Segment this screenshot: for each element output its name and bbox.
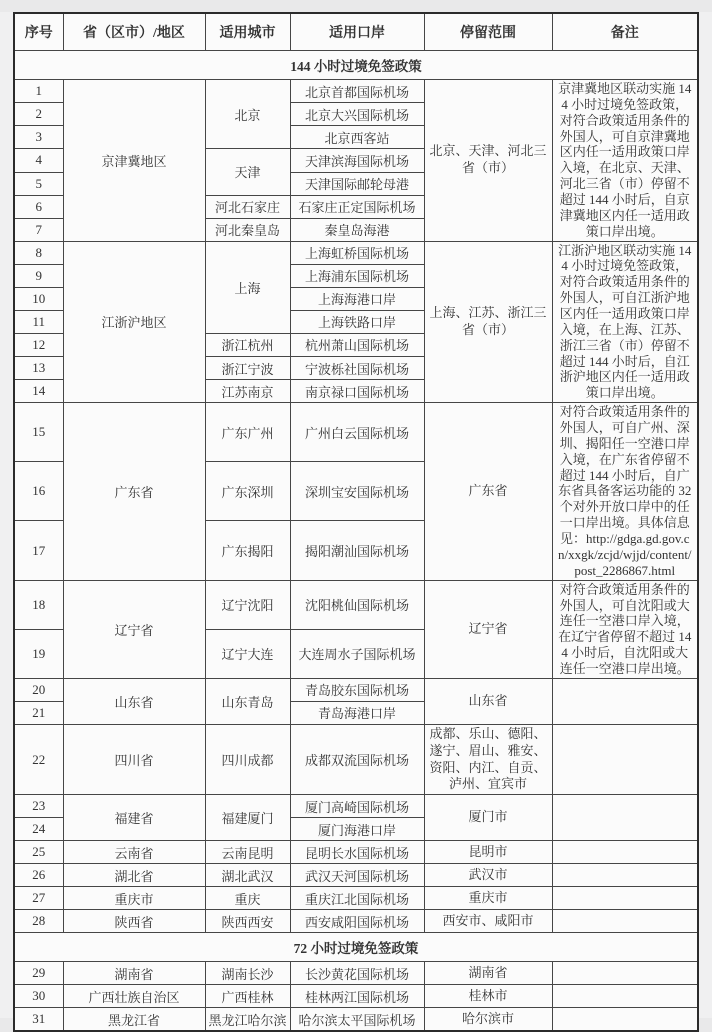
stay-range-cell: 西安市、咸阳市: [424, 910, 552, 933]
row-number-cell: 4: [14, 149, 63, 173]
stay-range-cell: 上海、江苏、浙江三省（市）: [424, 241, 552, 403]
row-number-cell: 19: [14, 629, 63, 678]
city-cell: 广东揭阳: [205, 521, 290, 580]
table-row: [14, 962, 698, 985]
remark-cell: [552, 985, 698, 1008]
table-row: [14, 1008, 698, 1031]
remark-cell: [552, 841, 698, 864]
table-row: [14, 580, 698, 629]
section-72h: [14, 933, 698, 962]
city-cell: 广东广州: [205, 403, 290, 462]
city-cell: 山东青岛: [205, 678, 290, 724]
stay-range-cell: 广东省: [424, 403, 552, 580]
region-cell: 云南省: [63, 841, 205, 864]
table-row: [14, 795, 698, 818]
row-number-cell: 27: [14, 887, 63, 910]
port-cell: 上海铁路口岸: [290, 310, 424, 333]
city-cell: 上海: [205, 241, 290, 333]
city-cell: 天津: [205, 149, 290, 196]
city-cell: 四川成都: [205, 724, 290, 795]
row-number-cell: 29: [14, 962, 63, 985]
port-cell: 青岛胶东国际机场: [290, 678, 424, 701]
row-number-cell: 9: [14, 264, 63, 287]
city-cell: 河北石家庄: [205, 195, 290, 218]
row-number-cell: 11: [14, 310, 63, 333]
table-header-row: [14, 13, 698, 51]
city-cell: 浙江杭州: [205, 333, 290, 356]
table-row: [14, 678, 698, 701]
section-title-72h: 72 小时过境免签政策: [14, 933, 698, 962]
port-cell: 北京大兴国际机场: [290, 103, 424, 126]
stay-range-cell: 重庆市: [424, 887, 552, 910]
row-number-cell: 8: [14, 241, 63, 264]
remark-cell: [552, 864, 698, 887]
port-cell: 天津滨海国际机场: [290, 149, 424, 173]
stay-range-cell: 桂林市: [424, 985, 552, 1008]
col-header-port: 适用口岸: [290, 13, 424, 51]
transit-visa-policy-table: [13, 12, 699, 1032]
col-header-stay-range: 停留范围: [424, 13, 552, 51]
city-cell: 浙江宁波: [205, 356, 290, 379]
city-cell: 辽宁沈阳: [205, 580, 290, 629]
stay-range-cell: 成都、乐山、德阳、遂宁、眉山、雅安、资阳、内江、自贡、泸州、宜宾市: [424, 724, 552, 795]
region-cell: 京津冀地区: [63, 80, 205, 242]
row-number-cell: 2: [14, 103, 63, 126]
stay-range-cell: 山东省: [424, 678, 552, 724]
table-row: [14, 841, 698, 864]
row-number-cell: 31: [14, 1008, 63, 1031]
region-cell: 山东省: [63, 678, 205, 724]
remark-cell: [552, 678, 698, 724]
port-cell: 青岛海港口岸: [290, 701, 424, 724]
port-cell: 武汉天河国际机场: [290, 864, 424, 887]
region-cell: 重庆市: [63, 887, 205, 910]
row-number-cell: 22: [14, 724, 63, 795]
port-cell: 杭州萧山国际机场: [290, 333, 424, 356]
city-cell: 陕西西安: [205, 910, 290, 933]
remark-cell: 对符合政策适用条件的外国人，可自沈阳或大连任一空港口岸入境，在辽宁省停留不超过 144 小时后，自沈阳或大连任一空港口岸出境。: [552, 580, 698, 678]
col-header-city: 适用城市: [205, 13, 290, 51]
port-cell: 宁波栎社国际机场: [290, 356, 424, 379]
city-cell: 湖南长沙: [205, 962, 290, 985]
region-cell: 广西壮族自治区: [63, 985, 205, 1008]
port-cell: 北京首都国际机场: [290, 80, 424, 103]
row-number-cell: 25: [14, 841, 63, 864]
table-row: [14, 80, 698, 103]
row-number-cell: 21: [14, 701, 63, 724]
port-cell: 大连周水子国际机场: [290, 629, 424, 678]
port-cell: 厦门海港口岸: [290, 818, 424, 841]
row-number-cell: 24: [14, 818, 63, 841]
section-title-144h: 144 小时过境免签政策: [14, 51, 698, 80]
port-cell: 昆明长水国际机场: [290, 841, 424, 864]
table-row: [14, 864, 698, 887]
port-cell: 哈尔滨太平国际机场: [290, 1008, 424, 1031]
city-cell: 北京: [205, 80, 290, 149]
city-cell: 黑龙江哈尔滨: [205, 1008, 290, 1031]
row-number-cell: 3: [14, 126, 63, 149]
row-number-cell: 23: [14, 795, 63, 818]
stay-range-cell: 厦门市: [424, 795, 552, 841]
remark-cell: 江浙沪地区联动实施 144 小时过境免签政策，对符合政策适用条件的外国人，可自江浙沪地区内任一适用政策口岸入境，在上海、江苏、浙江三省（市）停留不超过 144 小时后，自江浙沪地区内任一适用政策口岸出境。: [552, 241, 698, 403]
port-cell: 北京西客站: [290, 126, 424, 149]
port-cell: 厦门高崎国际机场: [290, 795, 424, 818]
section-144h: [14, 51, 698, 80]
city-cell: 广东深圳: [205, 462, 290, 521]
row-number-cell: 20: [14, 678, 63, 701]
city-cell: 福建厦门: [205, 795, 290, 841]
city-cell: 河北秦皇岛: [205, 218, 290, 241]
port-cell: 沈阳桃仙国际机场: [290, 580, 424, 629]
col-header-number: 序号: [14, 13, 63, 51]
region-cell: 广东省: [63, 403, 205, 580]
stay-range-cell: 北京、天津、河北三省（市）: [424, 80, 552, 242]
row-number-cell: 10: [14, 287, 63, 310]
col-header-remarks: 备注: [552, 13, 698, 51]
port-cell: 石家庄正定国际机场: [290, 195, 424, 218]
table-row: [14, 724, 698, 795]
document-page: [0, 12, 712, 1028]
region-cell: 陕西省: [63, 910, 205, 933]
remark-cell: [552, 795, 698, 841]
region-cell: 辽宁省: [63, 580, 205, 678]
port-cell: 成都双流国际机场: [290, 724, 424, 795]
row-number-cell: 28: [14, 910, 63, 933]
region-cell: 福建省: [63, 795, 205, 841]
port-cell: 上海虹桥国际机场: [290, 241, 424, 264]
stay-range-cell: 辽宁省: [424, 580, 552, 678]
port-cell: 秦皇岛海港: [290, 218, 424, 241]
port-cell: 上海海港口岸: [290, 287, 424, 310]
table-row: [14, 910, 698, 933]
remark-cell: [552, 724, 698, 795]
row-number-cell: 1: [14, 80, 63, 103]
row-number-cell: 26: [14, 864, 63, 887]
city-cell: 湖北武汉: [205, 864, 290, 887]
row-number-cell: 7: [14, 218, 63, 241]
port-cell: 重庆江北国际机场: [290, 887, 424, 910]
remark-cell: 对符合政策适用条件的外国人，可自广州、深圳、揭阳任一空港口岸入境，在广东省停留不超过 144 小时后，自广东省具备客运功能的 32 个对外开放口岸中的任一口岸出境。具体信息见：http://gdga.gd.gov.cn/xxgk/zcjd/wjjd/content/post_2286867.html: [552, 403, 698, 580]
region-cell: 湖北省: [63, 864, 205, 887]
city-cell: 云南昆明: [205, 841, 290, 864]
city-cell: 重庆: [205, 887, 290, 910]
city-cell: 广西桂林: [205, 985, 290, 1008]
city-cell: 辽宁大连: [205, 629, 290, 678]
remark-cell: [552, 962, 698, 985]
table-row: [14, 985, 698, 1008]
remark-cell: 京津冀地区联动实施 144 小时过境免签政策，对符合政策适用条件的外国人，可自京津冀地区内任一适用政策口岸入境，在北京、天津、河北三省（市）停留不超过 144 小时后，自京津冀地区内任一适用政策口岸出境。: [552, 80, 698, 242]
row-number-cell: 30: [14, 985, 63, 1008]
row-number-cell: 17: [14, 521, 63, 580]
port-cell: 南京禄口国际机场: [290, 380, 424, 403]
remark-cell: [552, 910, 698, 933]
table-row: [14, 241, 698, 264]
region-cell: 湖南省: [63, 962, 205, 985]
row-number-cell: 15: [14, 403, 63, 462]
port-cell: 广州白云国际机场: [290, 403, 424, 462]
port-cell: 桂林两江国际机场: [290, 985, 424, 1008]
port-cell: 深圳宝安国际机场: [290, 462, 424, 521]
stay-range-cell: 湖南省: [424, 962, 552, 985]
stay-range-cell: 武汉市: [424, 864, 552, 887]
row-number-cell: 18: [14, 580, 63, 629]
remark-cell: [552, 887, 698, 910]
row-number-cell: 16: [14, 462, 63, 521]
port-cell: 上海浦东国际机场: [290, 264, 424, 287]
table-row: [14, 887, 698, 910]
region-cell: 江浙沪地区: [63, 241, 205, 403]
row-number-cell: 14: [14, 380, 63, 403]
col-header-region: 省（区市）/地区: [63, 13, 205, 51]
region-cell: 黑龙江省: [63, 1008, 205, 1031]
city-cell: 江苏南京: [205, 380, 290, 403]
port-cell: 天津国际邮轮母港: [290, 172, 424, 195]
stay-range-cell: 昆明市: [424, 841, 552, 864]
stay-range-cell: 哈尔滨市: [424, 1008, 552, 1031]
row-number-cell: 5: [14, 172, 63, 195]
region-cell: 四川省: [63, 724, 205, 795]
table-row: [14, 403, 698, 462]
port-cell: 西安咸阳国际机场: [290, 910, 424, 933]
row-number-cell: 6: [14, 195, 63, 218]
port-cell: 揭阳潮汕国际机场: [290, 521, 424, 580]
remark-cell: [552, 1008, 698, 1031]
row-number-cell: 12: [14, 333, 63, 356]
port-cell: 长沙黄花国际机场: [290, 962, 424, 985]
row-number-cell: 13: [14, 356, 63, 379]
